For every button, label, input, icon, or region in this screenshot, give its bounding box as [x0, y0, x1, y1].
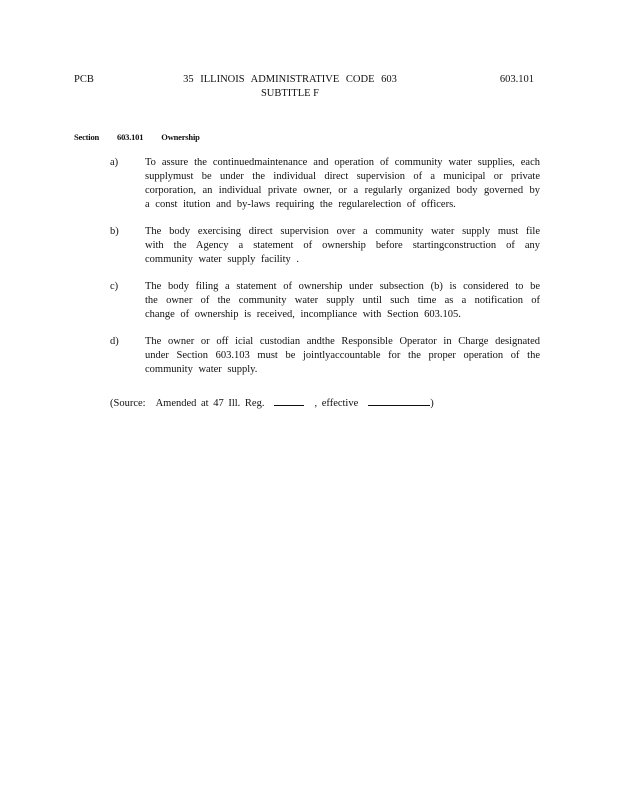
header-title	[170, 73, 410, 101]
item-text: The body exercising direct supervision over a community water supply must file with the Agency a statement of ownership before startingconstruction of any community water supply facility .	[145, 226, 540, 265]
source-effective: , effective	[314, 398, 359, 409]
header-title-line1: 35 ILLINOIS ADMINISTRATIVE CODE 603	[183, 74, 397, 85]
list-item	[110, 156, 540, 212]
section-heading	[74, 130, 200, 144]
item-text: The owner or off icial custodian andthe Responsible Operator in Charge designated under Section 603.103 must be jointlyaccountable for the proper operation of the community water supply.	[145, 336, 540, 375]
item-letter: a)	[110, 157, 119, 168]
header-section-number: 603.101	[499, 74, 534, 85]
source-note	[110, 395, 434, 411]
item-letter: c)	[110, 281, 119, 292]
item-letter: b)	[110, 226, 119, 237]
item-text: To assure the continuedmaintenance and operation of community water supplies, each supplymust be under the individual direct supervision of a municipal or private corporation, an individual private owner, or a regularly organized body governed by a const itution and by-laws requiring the regularelection of officers.	[145, 157, 540, 210]
item-letter: d)	[110, 336, 119, 347]
section-title: Ownership	[161, 132, 200, 142]
list-item	[110, 225, 540, 267]
list-item	[110, 335, 540, 377]
effective-date-blank	[368, 395, 430, 406]
section-items	[110, 156, 540, 390]
list-item	[110, 280, 540, 322]
register-blank	[274, 395, 304, 406]
item-text: The body filing a statement of ownership under subsection (b) is considered to be the owner of the community water supply until such time as a notification of change of ownership is received, incompliance with Section 603.105.	[145, 281, 540, 320]
section-label: Section	[74, 132, 100, 142]
section-number: 603.101	[117, 132, 144, 142]
header-agency: PCB	[74, 74, 94, 85]
source-open: (Source:	[110, 398, 146, 409]
header-title-line2: SUBTITLE F	[260, 88, 320, 99]
source-amended: Amended at 47 Ill. Reg.	[155, 398, 265, 409]
source-close: )	[430, 398, 434, 409]
